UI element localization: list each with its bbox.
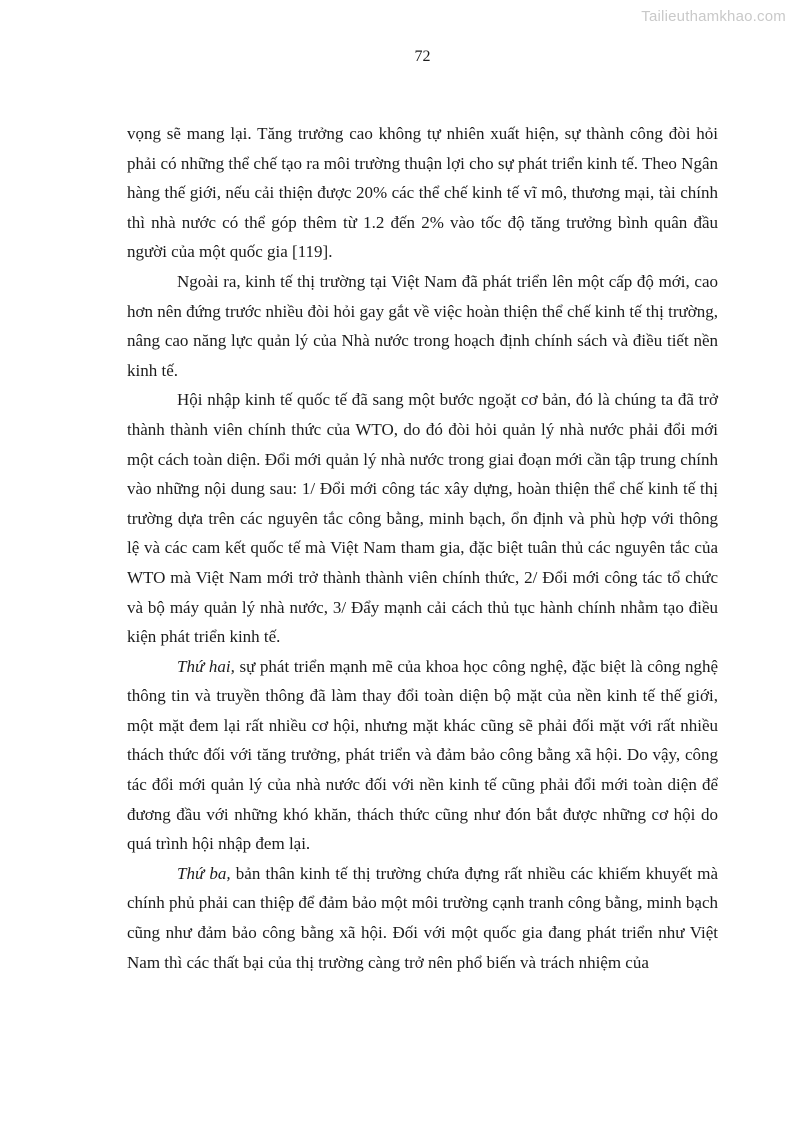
page-content: [127, 119, 718, 977]
paragraph-text: vọng sẽ mang lại. Tăng trưởng cao không tự nhiên xuất hiện, sự thành công đòi hỏi phải có những thể chế tạo ra môi trường thuận lợi cho sự phát triển kinh tế. Theo Ngân hàng thế giới, nếu cải thiện được 20% các thể chế kinh tế vĩ mô, thương mại, tài chính thì nhà nước có thể góp thêm từ 1.2 đến 2% vào tốc độ tăng trưởng bình quân đầu người của một quốc gia [119].: [127, 124, 718, 262]
paragraph-lead-italic: Thứ ba,: [177, 863, 231, 883]
paragraph-text: sự phát triển mạnh mẽ của khoa học công nghệ, đặc biệt là công nghệ thông tin và truyền thông đã làm thay đổi toàn diện bộ mặt của nền kinh tế thế giới, một mặt đem lại rất nhiều cơ hội, nhưng mặt khác cũng sẽ phải đối mặt với rất nhiều thách thức đối với tăng trưởng, phát triển và đảm bảo công bằng xã hội. Do vậy, công tác đổi mới quản lý của nhà nước đối với nền kinh tế cũng phải đổi mới toàn diện để đương đầu với những khó khăn, thách thức cũng như đón bắt được những cơ hội do quá trình hội nhập đem lại.: [127, 656, 718, 854]
paragraph: [127, 267, 718, 385]
page-number: 72: [414, 48, 431, 65]
paragraph-lead-italic: Thứ hai,: [177, 656, 235, 676]
paragraph-text: Ngoài ra, kinh tế thị trường tại Việt Nam đã phát triển lên một cấp độ mới, cao hơn nên đứng trước nhiều đòi hỏi gay gắt về việc hoàn thiện thể chế kinh tế thị trường, nâng cao năng lực quản lý của Nhà nước trong hoạch định chính sách và điều tiết nền kinh tế.: [127, 271, 718, 380]
paragraph: [127, 119, 718, 267]
paragraph: [127, 385, 718, 651]
paragraph: [127, 652, 718, 859]
paragraph: [127, 859, 718, 977]
paragraph-text: bản thân kinh tế thị trường chứa đựng rất nhiều các khiếm khuyết mà chính phủ phải can thiệp để đảm bảo một môi trường cạnh tranh công bằng, minh bạch cũng như đảm bảo công bằng xã hội. Đối với một quốc gia đang phát triển như Việt Nam thì các thất bại của thị trường càng trở nên phổ biến và trách nhiệm của: [127, 863, 718, 972]
watermark: Tailieuthamkhao.com: [641, 8, 786, 25]
paragraph-text: Hội nhập kinh tế quốc tế đã sang một bước ngoặt cơ bản, đó là chúng ta đã trở thành thành viên chính thức của WTO, do đó đòi hỏi quản lý nhà nước phải đổi mới một cách toàn diện. Đổi mới quản lý nhà nước trong giai đoạn mới cần tập trung chính vào những nội dung sau: 1/ Đổi mới công tác xây dựng, hoàn thiện thể chế kinh tế thị trường dựa trên các nguyên tắc công bằng, minh bạch, ổn định và phù hợp với thông lệ và các cam kết quốc tế mà Việt Nam tham gia, đặc biệt tuân thủ các nguyên tắc của WTO mà Việt Nam mới trở thành thành viên chính thức, 2/ Đổi mới công tác tổ chức và bộ máy quản lý nhà nước, 3/ Đẩy mạnh cải cách thủ tục hành chính nhằm tạo điều kiện phát triển kinh tế.: [127, 390, 718, 647]
